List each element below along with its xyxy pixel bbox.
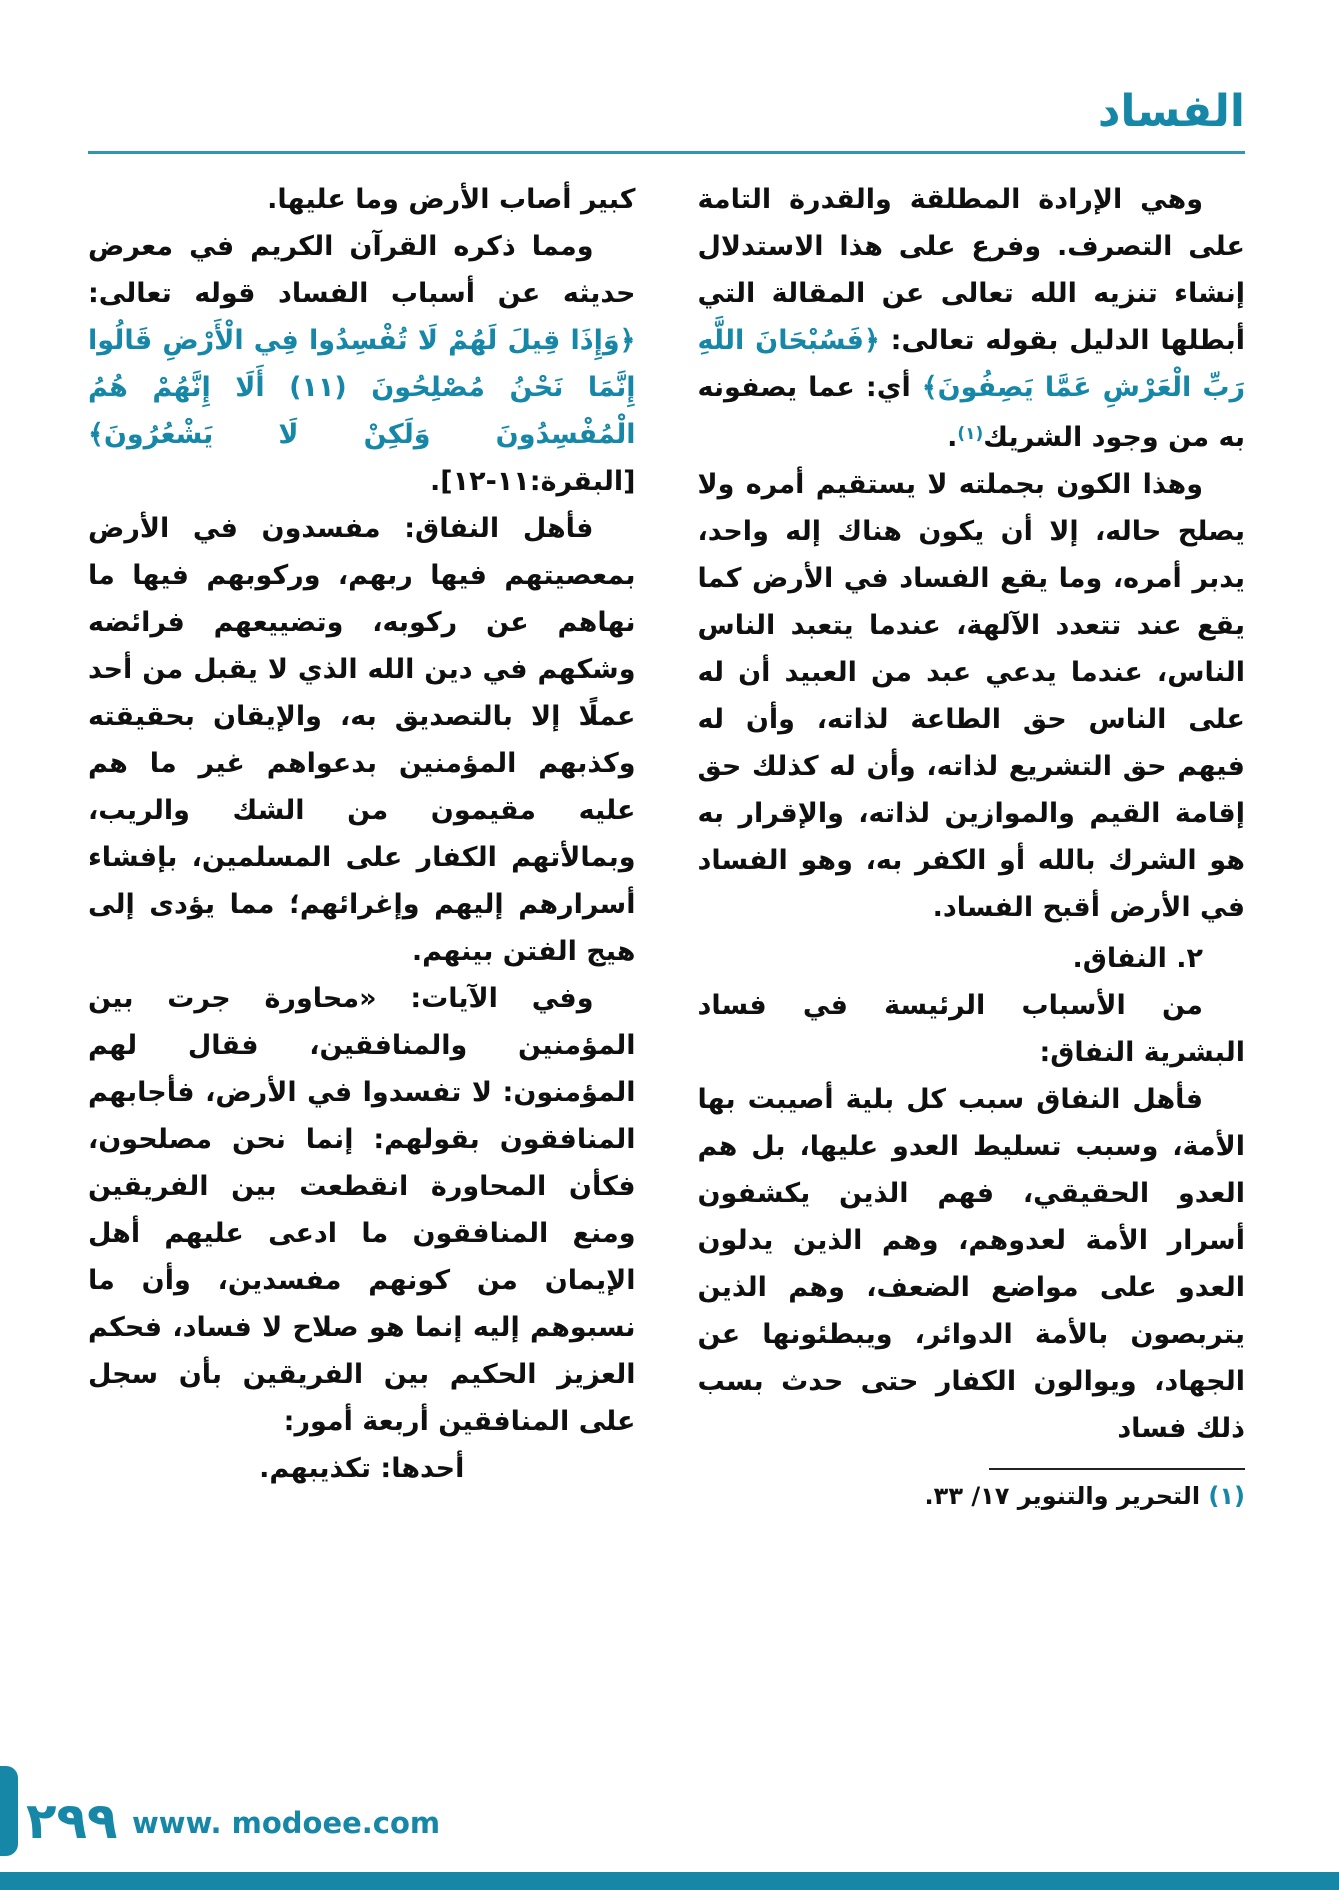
text-columns xyxy=(88,176,1245,1514)
footnote-separator xyxy=(989,1468,1245,1470)
page-edge-tab xyxy=(0,1766,18,1856)
paragraph xyxy=(698,461,1246,931)
footnote xyxy=(698,1468,1246,1514)
footnote-marker: (١) xyxy=(1208,1482,1245,1510)
website-link[interactable]: www. modoee.com xyxy=(132,1806,441,1840)
paragraph xyxy=(88,975,636,1445)
text-run: كبير أصاب الأرض وما عليها. xyxy=(267,184,636,215)
paragraph xyxy=(88,1445,636,1492)
footnote-ref: (١) xyxy=(957,424,984,444)
text-run: ومما ذكره القرآن الكريم في معرض حديثه عن أسباب الفساد قوله تعالى: xyxy=(88,231,636,309)
footer-bar xyxy=(0,1872,1339,1890)
footnote-body: التحرير والتنوير ١٧/ ٣٣. xyxy=(924,1482,1209,1510)
paragraph xyxy=(88,176,636,223)
text-run: فأهل النفاق سبب كل بلية أصيبت بها الأمة، وسبب تسليط العدو عليها، بل هم العدو الحقيقي، فهم الذين يكشفون أسرار الأمة لعدوهم، وهم الذين يدلون العدو على مواضع الضعف، وهم الذين يتربصون بالأمة الدوائر، ويبطئونها عن الجهاد، ويوالون الكفار حتى حدث بسب ذلك فساد xyxy=(697,1084,1245,1444)
quran-verse: ﴿وَإِذَا قِيلَ لَهُمْ لَا تُفْسِدُوا فِي الْأَرْضِ قَالُوا إِنَّمَا نَحْنُ مُصْلِحُونَ (١١) أَلَا إِنَّهُمْ هُمُ الْمُفْسِدُونَ وَلَكِنْ لَا يَشْعُرُونَ﴾ xyxy=(88,325,636,450)
paragraph xyxy=(698,1076,1246,1452)
paragraph xyxy=(698,982,1246,1076)
paragraph xyxy=(698,176,1246,461)
footnote-text xyxy=(698,1478,1246,1514)
left-column xyxy=(88,176,636,1514)
text-run: من الأسباب الرئيسة في فساد البشرية النفاق: xyxy=(697,990,1245,1068)
text-run: أحدها: تكذيبهم. xyxy=(259,1453,465,1484)
page-number: ٢٩٩ xyxy=(26,1792,118,1850)
header-rule xyxy=(88,151,1245,154)
text-run: أي: عما يصفونه به من وجود الشريك xyxy=(697,372,1245,453)
paragraph xyxy=(88,505,636,975)
text-run: وهي الإرادة المطلقة والقدرة التامة على التصرف. وفرع على هذا الاستدلال إنشاء تنزيه الله تعالى عن المقالة التي أبطلها الدليل بقوله تعالى: xyxy=(697,184,1246,356)
quran-verse: ﴿فَسُبْحَانَ اللَّهِ رَبِّ الْعَرْشِ عَمَّا يَصِفُونَ﴾ xyxy=(697,325,1246,403)
text-run: وهذا الكون بجملته لا يستقيم أمره ولا يصلح حاله، إلا أن يكون هناك إله واحد، يدبر أمره، وما يقع الفساد في الأرض كما يقع عند تتعدد الآلهة، عندما يتعبد الناس الناس، عندما يدعي عبد من العبيد أن له على الناس حق الطاعة لذاته، وأن له فيهم حق التشريع لذاته، وأن له كذلك حق إقامة القيم والموازين لذاته، والإقرار به هو الشرك بالله أو الكفر به، وهو الفساد في الأرض أقبح الفساد. xyxy=(697,469,1245,923)
text-run: فأهل النفاق: مفسدون في الأرض بمعصيتهم فيها ربهم، وركوبهم فيها ما نهاهم عن ركوبه، وتضييعهم فرائضه وشكهم في دين الله الذي لا يقبل من أحد عملًا إلا بالتصديق به، والإيقان بحقيقته وكذبهم المؤمنين بدعواهم غير ما هم عليه مقيمون من الشك والريب، وبمالأتهم الكفار على المسلمين، بإفشاء أسرارهم إليهم وإغرائهم؛ مما يؤدى إلى هيج الفتن بينهم. xyxy=(88,513,636,967)
right-column xyxy=(698,176,1246,1514)
left-column-paragraphs xyxy=(88,176,636,1492)
text-run: وفي الآيات: «محاورة جرت بين المؤمنين والمنافقين، فقال لهم المؤمنون: لا تفسدوا في الأرض، فأجابهم المنافقون بقولهم: إنما نحن مصلحون، فكأن المحاورة انقطعت بين الفريقين ومنع المنافقون ما ادعى عليهم أهل الإيمان من كونهم مفسدين، وأن ما نسبوهم إليه إنما هو صلاح لا فساد، فحكم العزيز الحكيم بين الفريقين بأن سجل على المنافقين أربعة أمور: xyxy=(88,983,636,1437)
text-run: ٢. النفاق. xyxy=(1072,943,1203,974)
text-run: . xyxy=(947,422,958,453)
text-run: [البقرة:١١-١٢]. xyxy=(430,466,636,497)
section-heading xyxy=(698,935,1246,982)
right-column-paragraphs xyxy=(698,176,1246,1452)
paragraph xyxy=(88,223,636,505)
page-title: الفساد xyxy=(1097,86,1245,137)
